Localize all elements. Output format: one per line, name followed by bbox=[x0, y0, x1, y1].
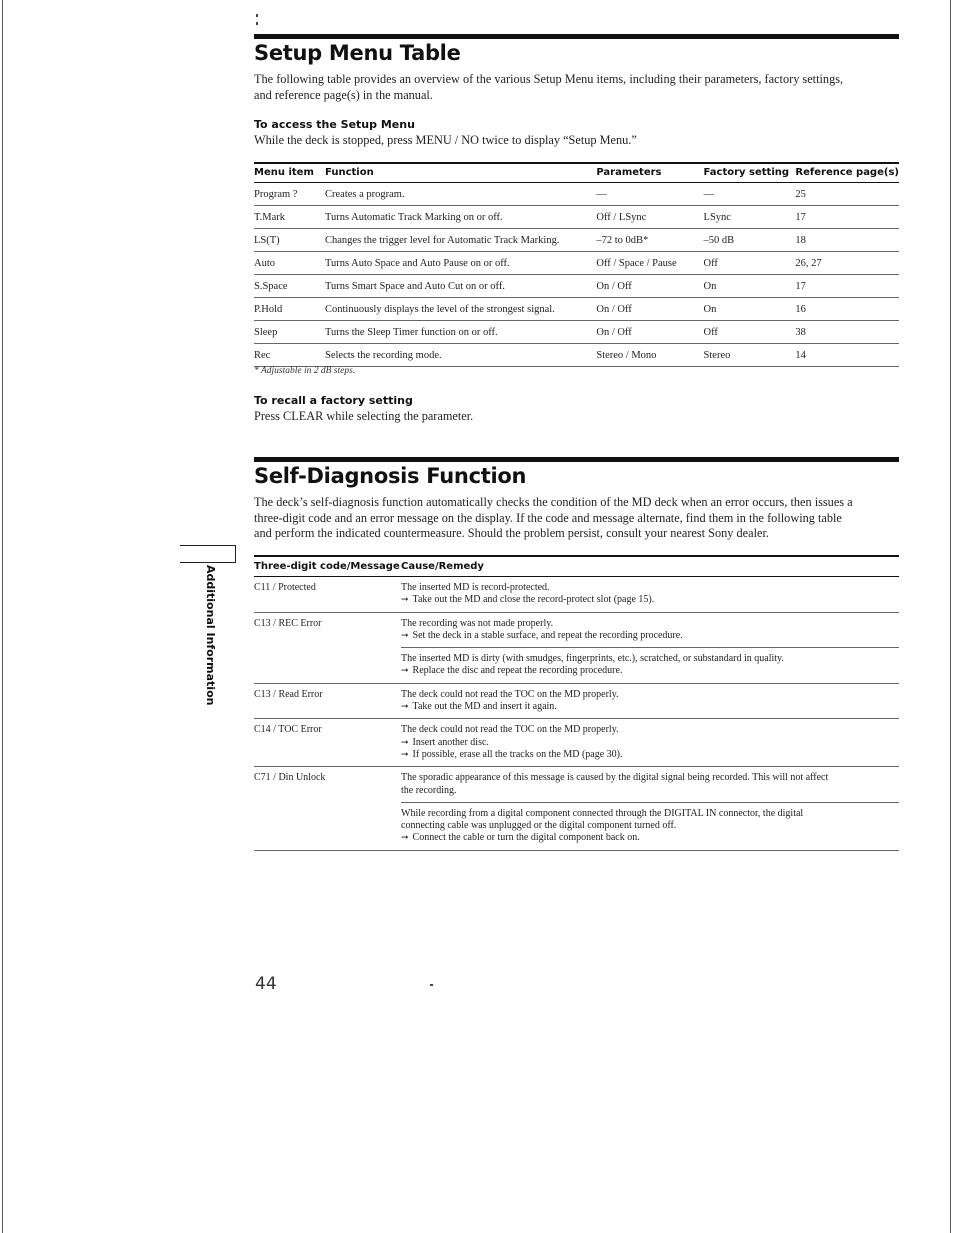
remedy-text: Take out the MD and close the record-protect slot (page 15). bbox=[412, 594, 655, 606]
intro-line: and perform the indicated countermeasure. Should the problem persist, consult your nearest Sony dealer. bbox=[254, 526, 769, 540]
remedy-line bbox=[401, 832, 899, 844]
error-code bbox=[254, 648, 401, 684]
right-scan-edge bbox=[950, 0, 951, 1233]
remedy-line bbox=[401, 594, 899, 606]
footnote: * Adjustable in 2 dB steps. bbox=[254, 366, 356, 376]
scan-mark bbox=[430, 984, 433, 986]
side-tab-marker bbox=[180, 545, 236, 563]
table-cell-factory: On bbox=[704, 298, 796, 321]
remedy-line bbox=[401, 737, 899, 749]
remedy-line bbox=[401, 701, 899, 713]
table-cell-params: Off / LSync bbox=[596, 206, 703, 229]
cause-remedy bbox=[401, 719, 899, 767]
table-cell-factory: Off bbox=[704, 252, 796, 275]
cause-remedy bbox=[401, 577, 899, 613]
table-row bbox=[254, 683, 899, 719]
table-row bbox=[254, 321, 899, 344]
diagnosis-title: Self-Diagnosis Function bbox=[254, 464, 527, 488]
table-header-row bbox=[254, 163, 899, 183]
error-code: C14 / TOC Error bbox=[254, 719, 401, 767]
table-row bbox=[254, 206, 899, 229]
intro-line: and reference page(s) in the manual. bbox=[254, 87, 433, 102]
arrow-right-icon: ➞ bbox=[401, 702, 409, 713]
table-header-row bbox=[254, 556, 899, 577]
diagnosis-table bbox=[254, 555, 899, 851]
table-cell-ref: 18 bbox=[795, 229, 899, 252]
arrow-right-icon: ➞ bbox=[401, 630, 409, 641]
table-cell-function: Creates a program. bbox=[325, 183, 596, 206]
column-header: Factory setting bbox=[704, 163, 796, 183]
setup-table bbox=[254, 162, 899, 367]
arrow-right-icon: ➞ bbox=[401, 737, 409, 748]
table-row bbox=[254, 344, 899, 367]
remedy-text: Connect the cable or turn the digital component back on. bbox=[412, 832, 640, 844]
table-cell-item: S.Space bbox=[254, 275, 325, 298]
column-header: Parameters bbox=[596, 163, 703, 183]
table-row bbox=[254, 252, 899, 275]
error-code: C11 / Protected bbox=[254, 577, 401, 613]
table-cell-function: Continuously displays the level of the strongest signal. bbox=[325, 298, 596, 321]
cause-text: The inserted MD is record-protected. bbox=[401, 582, 550, 593]
remedy-text: Take out the MD and insert it again. bbox=[412, 701, 557, 713]
remedy-line bbox=[401, 749, 899, 761]
recall-heading: To recall a factory setting bbox=[254, 394, 413, 407]
setup-intro bbox=[254, 72, 843, 103]
error-code bbox=[254, 802, 401, 850]
page-number: 44 bbox=[255, 974, 277, 994]
table-cell-function: Turns Smart Space and Auto Cut on or off. bbox=[325, 275, 596, 298]
table-cell-item: Auto bbox=[254, 252, 325, 275]
table-row bbox=[254, 577, 899, 613]
cause-remedy bbox=[401, 767, 899, 803]
table-row bbox=[254, 183, 899, 206]
table-cell-item: Rec bbox=[254, 344, 325, 367]
section-rule bbox=[254, 457, 899, 462]
table-cell-ref: 38 bbox=[795, 321, 899, 344]
column-header: Menu item bbox=[254, 163, 325, 183]
table-cell-params: On / Off bbox=[596, 275, 703, 298]
table-cell-function: Changes the trigger level for Automatic Track Marking. bbox=[325, 229, 596, 252]
table-cell-params: On / Off bbox=[596, 298, 703, 321]
diagnosis-intro bbox=[254, 495, 853, 542]
access-heading: To access the Setup Menu bbox=[254, 118, 415, 131]
table-cell-factory: On bbox=[704, 275, 796, 298]
table-cell-factory: Off bbox=[704, 321, 796, 344]
remedy-text: Replace the disc and repeat the recording procedure. bbox=[412, 665, 623, 677]
table-cell-params: On / Off bbox=[596, 321, 703, 344]
table-cell-function: Selects the recording mode. bbox=[325, 344, 596, 367]
table-cell-ref: 25 bbox=[795, 183, 899, 206]
table-cell-item: Program ? bbox=[254, 183, 325, 206]
remedy-text: Set the deck in a stable surface, and repeat the recording procedure. bbox=[412, 629, 683, 641]
table-row bbox=[254, 767, 899, 803]
column-header: Three-digit code/Message bbox=[254, 556, 401, 577]
access-text: While the deck is stopped, press MENU / NO twice to display “Setup Menu.” bbox=[254, 133, 637, 147]
setup-title: Setup Menu Table bbox=[254, 41, 461, 65]
error-code: C13 / Read Error bbox=[254, 683, 401, 719]
cause-text: The deck could not read the TOC on the MD properly. bbox=[401, 688, 619, 700]
table-cell-params: Off / Space / Pause bbox=[596, 252, 703, 275]
cause-text: The deck could not read the TOC on the MD properly. bbox=[401, 724, 619, 736]
table-row bbox=[254, 298, 899, 321]
scan-mark bbox=[256, 14, 258, 17]
column-header: Cause/Remedy bbox=[401, 556, 899, 577]
table-cell-params: –72 to 0dB* bbox=[596, 229, 703, 252]
table-cell-ref: 17 bbox=[795, 275, 899, 298]
error-code: C13 / REC Error bbox=[254, 617, 322, 629]
table-cell-ref: 17 bbox=[795, 206, 899, 229]
table-cell-item: P.Hold bbox=[254, 298, 325, 321]
remedy-line bbox=[401, 630, 899, 642]
left-scan-edge bbox=[2, 0, 3, 1233]
table-cell-ref: 16 bbox=[795, 298, 899, 321]
table-row bbox=[254, 612, 899, 648]
cause-text: connecting cable was unplugged or the digital component turned off. bbox=[401, 820, 677, 832]
table-row bbox=[254, 229, 899, 252]
intro-line: The deck’s self-diagnosis function automatically checks the condition of the MD deck when an error occurs, then issues a bbox=[254, 495, 853, 509]
table-cell-item: Sleep bbox=[254, 321, 325, 344]
table-row bbox=[254, 719, 899, 767]
table-cell-function: Turns Automatic Track Marking on or off. bbox=[325, 206, 596, 229]
table-cell-params: Stereo / Mono bbox=[596, 344, 703, 367]
table-cell-function: Turns Auto Space and Auto Pause on or off. bbox=[325, 252, 596, 275]
cause-text: the recording. bbox=[401, 784, 457, 796]
arrow-right-icon: ➞ bbox=[401, 749, 409, 760]
remedy-text: If possible, erase all the tracks on the MD (page 30). bbox=[412, 748, 623, 760]
cause-remedy bbox=[401, 648, 899, 684]
intro-line: The following table provides an overview of the various Setup Menu items, including their parameters, factory settings, bbox=[254, 72, 844, 86]
cause-text: The inserted MD is dirty (with smudges, fingerprints, etc.), scratched, or substandard in quality. bbox=[401, 653, 784, 665]
cause-remedy bbox=[401, 802, 899, 850]
cause-remedy bbox=[401, 612, 899, 648]
table-row bbox=[254, 275, 899, 298]
cause-text: The recording was not made properly. bbox=[401, 617, 554, 629]
side-tab-label: Additional Information bbox=[204, 565, 217, 706]
remedy-line bbox=[401, 665, 899, 677]
cause-text: While recording from a digital component connected through the DIGITAL IN connector, the digital bbox=[401, 807, 804, 819]
arrow-right-icon: ➞ bbox=[401, 833, 409, 844]
table-cell-factory: LSync bbox=[704, 206, 796, 229]
table-cell-ref: 14 bbox=[795, 344, 899, 367]
section-rule bbox=[254, 34, 899, 39]
arrow-right-icon: ➞ bbox=[401, 666, 409, 677]
table-row bbox=[254, 648, 899, 684]
column-header: Reference page(s) bbox=[795, 163, 899, 183]
table-cell-function: Turns the Sleep Timer function on or off. bbox=[325, 321, 596, 344]
error-code: C71 / Din Unlock bbox=[254, 772, 326, 784]
table-cell-params: — bbox=[596, 183, 703, 206]
table-cell-item: LS(T) bbox=[254, 229, 325, 252]
cause-text: The sporadic appearance of this message is caused by the digital signal being recorded. This will not affect bbox=[401, 772, 829, 784]
intro-line: three-digit code and an error message on the display. If the code and message alternate, find them in the following table bbox=[254, 510, 842, 525]
column-header: Function bbox=[325, 163, 596, 183]
table-cell-factory: — bbox=[704, 183, 796, 206]
remedy-text: Insert another disc. bbox=[412, 736, 489, 748]
table-row bbox=[254, 802, 899, 850]
table-cell-factory: Stereo bbox=[704, 344, 796, 367]
arrow-right-icon: ➞ bbox=[401, 595, 409, 606]
recall-text: Press CLEAR while selecting the parameter. bbox=[254, 409, 474, 423]
table-cell-factory: –50 dB bbox=[704, 229, 796, 252]
cause-remedy bbox=[401, 683, 899, 719]
table-cell-item: T.Mark bbox=[254, 206, 325, 229]
scan-mark bbox=[256, 22, 258, 25]
table-cell-ref: 26, 27 bbox=[795, 252, 899, 275]
